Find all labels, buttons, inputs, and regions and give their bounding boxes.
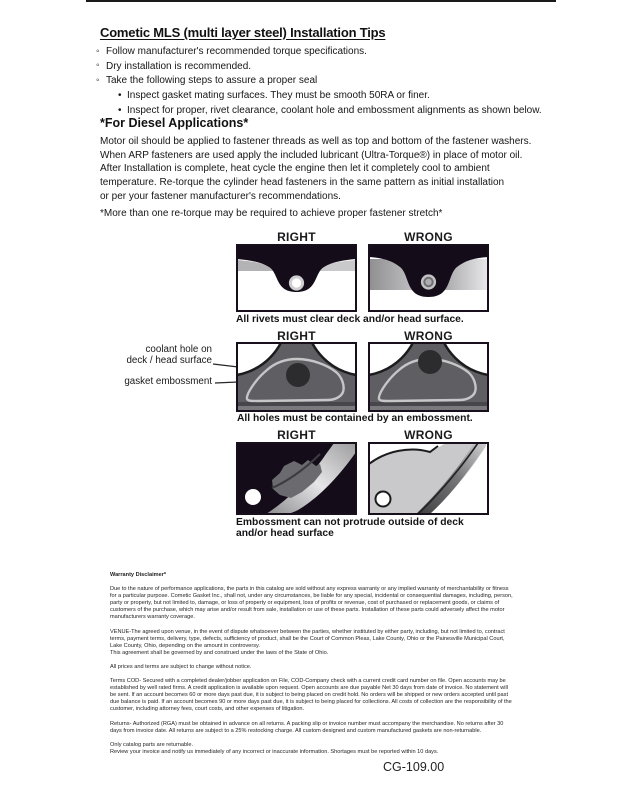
tip-sub-item: • Inspect gasket mating surfaces. They must be smooth 50RA or finer.	[118, 89, 542, 104]
diagram2-right-label: RIGHT	[277, 329, 316, 343]
diagram3-caption-line1: Embossment can not protrude outside of deck	[236, 517, 464, 528]
embossment-protrusion-right-illustration	[236, 442, 357, 515]
diagram1-right-label: RIGHT	[277, 230, 316, 244]
warranty-paragraph: Due to the nature of performance applications, the parts in this catalog are sold without any express warranty or any implied warranty of merchantability or fitness for a particular purpose. Cometic Gasket Inc., shall not, under any circumstances, be liable for any special, incidental or consequential damages, including, person, party or property, but not limited to, damage, or loss of property or equipment, loss of profits or revenue, cost of purchased or replacement goods, or claims of customers of the purchase, which may arise and/or result from sale, installation or use of these parts. Installation of these parts could adversely affect the motor manufacturers warranty coverage.	[110, 586, 513, 621]
warranty-paragraph: Returns- Authorized (RGA) must be obtained in advance on all returns. A packing slip or invoice number must accompany the merchandise. No returns after 30 days from invoice date. All returns are subject to a 25% restocking charge. All custom designed and custom manufactured gaskets are non-returnable.	[110, 720, 504, 734]
bolt-hole	[376, 492, 391, 507]
coolant-hole	[418, 350, 442, 374]
tip-item: ◦ Take the following steps to assure a proper seal	[97, 74, 542, 89]
installation-tips-list	[97, 45, 542, 119]
warranty-paragraph: This agreement shall be governed by and construed under the laws of the State of Ohio.	[110, 649, 329, 656]
page-edge-line	[86, 0, 556, 2]
diagram2-wrong-panel	[368, 342, 489, 412]
rivet-clearance-wrong-illustration	[368, 244, 489, 312]
coolant-hole-callout: coolant hole on deck / head surface	[126, 344, 212, 366]
embossment-containment-right-illustration	[236, 342, 357, 412]
gasket-embossment-callout: gasket embossment	[124, 376, 212, 387]
warranty-heading: Warranty Disclaimer*	[110, 572, 167, 578]
diagram2-caption: All holes must be contained by an embossment.	[237, 413, 473, 424]
tip-item: ◦ Follow manufacturer's recommended torque specifications.	[97, 45, 542, 60]
diagram2-right-panel	[236, 342, 357, 412]
embossment-protrusion-wrong-illustration	[368, 442, 489, 515]
warranty-paragraph: Review your invoice and notify us immediately of any incorrect or inaccurate information. Shortages must be reported within 10 days.	[110, 748, 439, 755]
diesel-note: *More than one re-torque may be required to achieve proper fastener stretch*	[100, 208, 443, 219]
diagram1-right-panel	[236, 244, 357, 312]
diesel-paragraph-1: Motor oil should be applied to fastener threads as well as top and bottom of the fastener washers. When ARP fasteners are used apply the included lubricant (Ultra-Torque®) in place of motor oil.	[100, 136, 532, 161]
warranty-paragraph: All prices and terms are subject to change without notice.	[110, 663, 252, 670]
diagram3-caption-line2: and/or head surface	[236, 528, 334, 539]
diagram2-wrong-label: WRONG	[404, 329, 453, 343]
warranty-paragraph: Only catalog parts are returnable.	[110, 741, 194, 748]
warranty-paragraph: VENUE-The agreed upon venue, in the event of dispute whatsoever between the parties, whether instituted by either party, including, but not limited to, contract terms, payment terms, delivery, type, defects, sufficiency of product, shall be the Court of Common Pleas, Lake County, Ohio or the Painesville Municipal Court, Lake County, Ohio, depending on the amount in controversy.	[110, 628, 505, 649]
tip-item: ◦ Dry installation is recommended.	[97, 60, 542, 75]
page-code: CG-109.00	[383, 760, 445, 774]
tip-sub-item: • Inspect for proper, rivet clearance, coolant hole and embossment alignments as shown below.	[118, 104, 542, 119]
diagram1-wrong-label: WRONG	[404, 230, 453, 244]
diagram3-right-panel	[236, 442, 357, 515]
warranty-paragraph: Terms COD- Secured with a completed dealer/jobber application on File, COD-Company check with a current credit card number on file. Open accounts may be established by well rated firms. A credit application is available upon request. Open accounts are due payable Net 30 days from date of invoice. No statement will be sent. If an account becomes 60 or more days past due, it is subject to being placed on credit hold. No orders will be shipped or new orders accepted until past due balance is paid. If an account becomes 90 or more days past due, it is subject to being placed for collections. All costs of collection are the responsibility of the customer, including attorney fees, court costs, and other expenses of litigation.	[110, 678, 512, 713]
coolant-hole	[286, 363, 310, 387]
diagram3-wrong-panel	[368, 442, 489, 515]
page-title: Cometic MLS (multi layer steel) Installation Tips	[100, 25, 386, 40]
embossment-containment-wrong-illustration	[368, 342, 489, 412]
diagram1-wrong-panel	[368, 244, 489, 312]
diesel-paragraph-2: After Installation is complete, heat cycle the engine then let it completely cool to ambient temperature. Re-torque the cylinder head fasteners in the same pattern as initial installation or per your fastener manufacturer's recommendations.	[100, 163, 505, 202]
diesel-section-heading: *For Diesel Applications*	[100, 116, 249, 130]
warranty-disclaimer-block	[110, 572, 513, 763]
rivet-clearance-right-illustration	[236, 244, 357, 312]
diagram1-caption: All rivets must clear deck and/or head surface.	[236, 314, 464, 325]
diagram3-right-label: RIGHT	[277, 428, 316, 442]
diagram3-wrong-label: WRONG	[404, 428, 453, 442]
bolt-hole	[245, 489, 261, 505]
